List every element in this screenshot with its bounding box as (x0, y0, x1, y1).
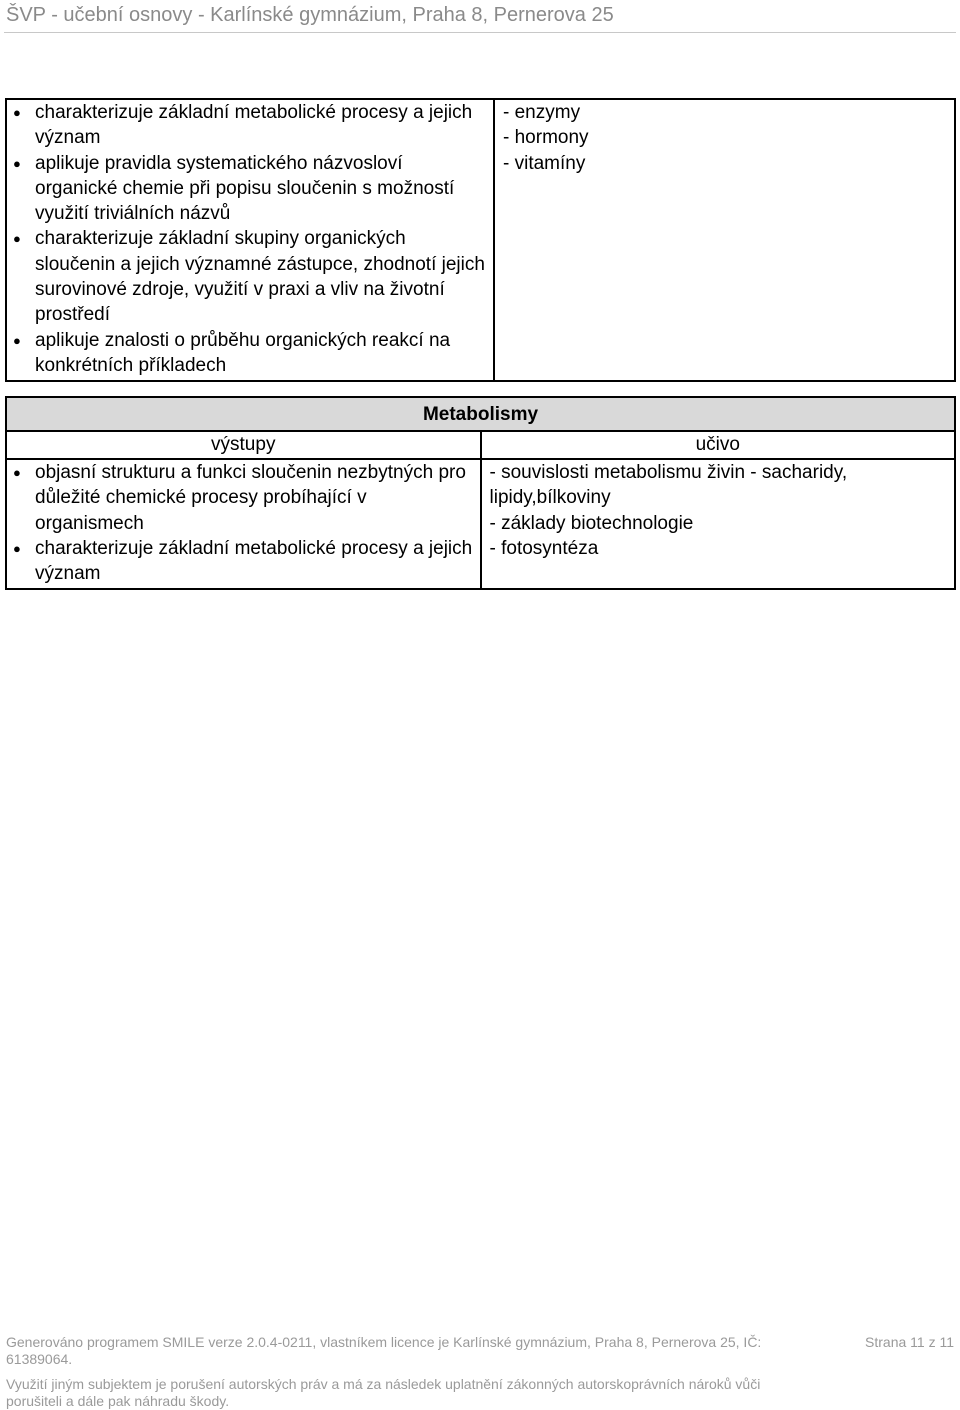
output-item: ● charakterizuje základní metabolické procesy a jejich význam (13, 536, 474, 587)
page-header-title: ŠVP - učební osnovy - Karlínské gymnázium, Praha 8, Pernerova 25 (6, 4, 614, 26)
content-item: - hormony (503, 127, 589, 149)
curriculum-table-metabolismy (5, 396, 956, 590)
output-item: ● aplikuje pravidla systematického názvosloví organické chemie při popisu sloučenin s možností využití triviálních názvů (13, 151, 487, 227)
header-divider (4, 32, 956, 33)
content-list (501, 100, 948, 176)
content-column-header: učivo (481, 431, 956, 459)
content-item: - vitamíny (503, 152, 586, 174)
outputs-list (13, 460, 474, 586)
content-item: - fotosyntéza (489, 537, 599, 559)
outputs-list (13, 100, 487, 378)
outputs-cell (6, 99, 494, 381)
content-list (488, 460, 949, 561)
content-item: - souvislosti metabolismu živin - sacharidy, lipidy,bílkoviny (489, 462, 848, 509)
outputs-column-header: výstupy (6, 431, 481, 459)
content-cell (481, 459, 956, 589)
footer-page-number: Strana 11 z 11 (865, 1334, 954, 1350)
section-title: Metabolismy (6, 397, 955, 431)
curriculum-table-continued (5, 98, 956, 382)
output-item: ● charakterizuje základní skupiny organických sloučenin a jejich významné zástupce, zhodnotí jejich surovinové zdroje, využití v praxi a vliv na životní prostředí (13, 226, 487, 327)
content-cell (494, 99, 955, 381)
output-item: ● objasní strukturu a funkci sloučenin nezbytných pro důležité chemické procesy probíhající v organismech (13, 460, 474, 536)
outputs-cell (6, 459, 481, 589)
content-item: - základy biotechnologie (489, 512, 694, 534)
footer-legal-notice: Využití jiným subjektem je porušení autorských práv a má za následek uplatnění zákonných autorskoprávních nároků vůči porušiteli a dále pak náhradu škody. (6, 1376, 761, 1409)
output-item: ● aplikuje znalosti o průběhu organických reakcí na konkrétních příkladech (13, 328, 487, 379)
content-item: - enzymy (503, 102, 581, 123)
footer-generated-note: Generováno programem SMILE verze 2.0.4-0211, vlastníkem licence je Karlínské gymnázium, Praha 8, Pernerova 25, IČ: 61389064. (6, 1334, 762, 1367)
output-item: ● charakterizuje základní metabolické procesy a jejich význam (13, 100, 487, 151)
